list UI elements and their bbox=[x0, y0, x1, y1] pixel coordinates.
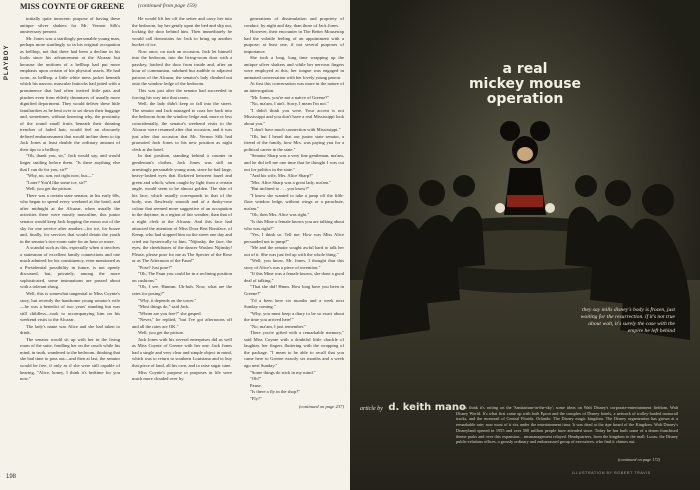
paragraph: "Fly?" bbox=[250, 395, 262, 401]
headline-line-1: a real bbox=[502, 61, 548, 77]
mouse-ear-right bbox=[530, 121, 550, 141]
paragraph: Jack Jones with his several enterprises did as well as Miss Coynte of Greene with her one: Jack Jones had a single and very clear and simple object in mind, which was to return to southern Louisiana and to buy that piece of land, all his own, and to raise sugar cane. bbox=[132, 336, 232, 368]
text-column-3 bbox=[244, 16, 344, 478]
paragraph: This was just after the senator had succeeded in forcing his way into that room. bbox=[132, 88, 232, 100]
story-title: MISS COYNTE OF GREENE bbox=[20, 2, 125, 11]
headline-line-2: mickey mouse bbox=[468, 76, 582, 92]
paragraph: "Is this Mine a female knows you are talking about who was right?" bbox=[244, 218, 344, 231]
paragraph: "Never," he replied, "but I've got afternoons off and all the rates are OK." bbox=[132, 317, 232, 329]
paragraph: "Why, no, son, not right now, but—" bbox=[26, 173, 94, 179]
paragraph: In that position, standing behind a counter in gentleman's clothes, Jack Jones was still an arrestingly personable young man, since he had large, heavy-lashed eyes that flickered between hazel and green and which, when caught by light from a certain angle, would seem to be almost golden. The skin of his face, which usually corresponds to that of the body, was flawlessly smooth and of a dusky-rose colour that seemed more suggestive of an occupation in the daytime, in a region of fair weather, than that of a night clerk at the Alcazar. And this face had attracted the attention of Miss Dora Bert Boniface, of Kemp, who had stopped him on the street one day and cried out hysterically to him, "Nijinsky, the face, the eyes, the cheekbones of the dancer Waslaw Nijinsky! Please, please pose for me as The Specter of the Rose or as The Afternoon of the Faun!" bbox=[132, 153, 232, 264]
paragraph: "Oh, The Faun you could be in a reclining position on cushions." bbox=[132, 271, 232, 283]
text-column-2 bbox=[132, 16, 232, 478]
paragraph: "Senator Sharp was a very fine gentleman, ma'am, and he did tell me one time that he thought I was cut out for politics in the state." bbox=[244, 153, 344, 172]
paragraph: "I know she wanted to take a jump off the fifth-floor window ledge, without wings or a parachute, ma'am." bbox=[244, 192, 344, 211]
byline-by: by bbox=[377, 406, 383, 412]
paragraph: There you're gifted with a remarkable memory," said Miss Coynte with a doubtful little chuckle of laughter, her fingers fluttering with the wrapping of the package. "I mean to be able to recall that you came here to Greene exactly six months and a week ago next Sunday." bbox=[244, 330, 344, 368]
deck-blurb: they say mills disney's body is frozen, just waiting for the resurrection. if it's not true about walt, it's surely the case with the empire he left behind bbox=[580, 307, 675, 334]
paragraph: generations of dissimulation and propriety of conduct, by night and day, than those of Jack Jones. bbox=[244, 16, 344, 28]
mouse-hand-right bbox=[545, 203, 555, 213]
mouse-hand-left bbox=[495, 203, 505, 213]
paragraph: "Why, you must keep a diary to be so exact about the time you arrived here!" bbox=[244, 310, 344, 323]
paragraph: Now once, on such an occasion, Jack let himself into the bedroom, into the living-room door with a passkey, latched the door from inside and, after an hour of communion, subdued but audible to adjacent patrons of the Alcazar, the senator's lady climbed out onto the window ledge of the bedroom. bbox=[132, 48, 232, 87]
paragraph: Well, the lady didn't keep or fall into the street. The senator and Jack managed to coax her back into the bedroom from the window ledge and, more or less coincidentally, the senator's weekend visits to the Alcazar were resumed after that occasion, and it was just after that occasion that Mr. Vernon Silk had promoted Jack Jones to his new position as night clerk at the hotel. bbox=[132, 101, 232, 152]
page-number: 198 bbox=[6, 474, 17, 480]
byline-label: article bbox=[360, 406, 376, 412]
paragraph: "Some things do stick in my mind." bbox=[250, 369, 316, 375]
mouse-face bbox=[517, 147, 533, 161]
intro-text: A few think it's rotting on the 'Sanitarium-in-the-sky'; some ideas on Walt Disney's corporate-entertainment fiefdom, Walt Disney World. It's what first came up with both Epcot and the complex of Disney hotels, a network of trolley-loaded monorail tracks, and the monorail of Central Florida. Orlando: The Disney magic kingdom. The Disney organization has grown at a remarkable rate; now most of it sits under the entertainment tiara. It was dead at the ripe hoard of the Kingdom. Walt Disney's Disneyland opened in 1955 and over 500 million people have attended since. Today he has built some of a dozen franchised theme parks and over this expansion... mismanagement relayed. Headquarters, from the kingdom to the mall. Lucas, the Disney public-relations offices, a grossly ordinary and embarrassed group of executives, who find it chimes out. bbox=[456, 405, 678, 445]
section-tab bbox=[3, 22, 12, 82]
paragraph: "Pose? Just pose?" bbox=[138, 264, 173, 270]
headline-line-3: operation bbox=[486, 91, 564, 107]
mouse-body bbox=[504, 168, 546, 215]
running-head bbox=[0, 2, 350, 14]
continued-from: (continued from page 159) bbox=[138, 3, 197, 9]
paragraph: "Whom are you free?" she gasped. bbox=[138, 310, 202, 316]
paragraph: "Oh?" bbox=[250, 376, 262, 382]
paragraph: "I didn't think you were. Your accent is not Mississippi and you don't have a real Mississippi look about you." bbox=[244, 107, 344, 126]
paragraph: "Most things do," said Jack. bbox=[138, 304, 190, 310]
text-column-1 bbox=[20, 16, 120, 478]
paragraph: "If this Mine was a female knows, she done a good deal of talking." bbox=[244, 271, 344, 283]
paragraph: Well, you get the picture. bbox=[138, 330, 185, 336]
paragraph: Mr. Jones was a startlingly personable young man, perhaps more startlingly so in his original occupation as bellhop, not that there had been a decline in his looks since his advancement at the Alcazar but because the uniform of a bellhop had put more emphasis upon certain of his physical assets. He had worn, as bellhop, a little white mess jacket beneath which his narrow, muscular buttocks had jutted with a prominence that had often invited little pats and pinches even from elderly drummers of usually more dignified deportment. They would deliver these little familiarities as he bent over to set down their baggage and, sometimes, without knowing why, the proximity of the round small fruits beneath their thinning trenches of faded hair, would feel an obscurely defined embarrassment that would incline them to tip Jack Jones at least double the ordinary amount of their tips to a bellboy. bbox=[20, 35, 120, 152]
paragraph: "I don't have much connection with Mississippi." bbox=[250, 127, 341, 133]
paragraph: "Why, it depends on the tower." bbox=[138, 297, 197, 303]
paragraph: The lady's name was Alice and she had taken to drink. bbox=[20, 323, 120, 336]
paragraph: "I'd a been here six months and a week next Sunday coming." bbox=[244, 297, 344, 310]
paragraph: "Oh, thank you, sir," Jack would say, and would linger smiling before them. "Is there anything else that I can do for you, sir?" bbox=[20, 153, 120, 172]
mouse-ear-left bbox=[500, 121, 520, 141]
paragraph: Pause. bbox=[250, 382, 262, 388]
paragraph: "Me and the senator sought awful hard to talk her out of it. She was just fed up with the whole thing." bbox=[244, 245, 344, 257]
paragraph: "But inclined to . . . you know?" bbox=[250, 186, 310, 192]
paragraph: She took a long, long time wrapping up the antique silver shakers and while her nervous fingers were employed at this, her tongue was engaged in animated conversation with her lovely young patron. bbox=[244, 55, 344, 80]
paragraph: The senator would sit up with her in the living room of the suite, fondling her on the couch while his mind, in truth, wandered to the bedroom, thinking that she had time to pass out—and then at last, the senator would be free, if only as if she were still capable of hearing, "Alice, honey, I think it's bedtime for you now." bbox=[20, 336, 120, 382]
continued-on: (continued on page 237) bbox=[298, 404, 344, 410]
paragraph: Miss Coynte's purpose or purposes in life were much more clouded over by bbox=[132, 369, 232, 382]
paragraph: There was a certain state senator, in his early 60s, who began to spend every weekend at the hotel, and after midnight at the Alcazar, when usually the activities there were mostly masculine, this junior senator would keep Jack hopping the moon out of the sky for one service after another—for ice, for booze and, finally, for services that would detain the youth in the senator's two-room suite for an hour or more. bbox=[20, 192, 120, 244]
paragraph: "Later? You'd like some ice, sir?" bbox=[26, 179, 88, 185]
paragraph: "Mr. Jones, you're not a native of Greene?" bbox=[250, 94, 330, 100]
paragraph: "Yes, I think so. Tell me: How was Miss Alice persuaded not to jump?" bbox=[244, 232, 344, 244]
mouse-shorts bbox=[507, 195, 543, 207]
paragraph: "No, ma'am, I just remember." bbox=[250, 323, 306, 329]
paragraph: Well, this is somewhat tangential to Miss Coynte's story, but recently the handsome young senator's wife—he was a benedict of two years' standing but was still childless—took to accompanying him on his weekend visits to the Alcazar. bbox=[20, 290, 120, 323]
paragraph: He would lift her off the settee and carry her into the bedroom, lay her gently upon the bed and slip out, locking the door behind him. Then immediately he would call downstairs for Jack to bring up another bucket of ice. bbox=[132, 16, 232, 48]
paragraph: However, their encounter in The Better Mousetrap had the volatile feeling of an appointment with a purpose; at least one, if not several purposes of importance. bbox=[244, 29, 344, 54]
paragraph: "No, ma'am, I ain't. Sorry, I mean I'm not." bbox=[250, 101, 329, 107]
paragraph: At first this conversation was more in the nature of an interrogation. bbox=[244, 81, 344, 94]
right-page bbox=[350, 0, 700, 490]
paragraph: "Mrs. Alice Sharp was a great lady, ma'am." bbox=[250, 179, 332, 185]
illustration-credit: ILLUSTRATION BY ROBERT TRAVIS bbox=[572, 471, 651, 475]
section-tab-label: PLAYBOY bbox=[4, 44, 10, 80]
paragraph: A scandal such as this, especially when it involves a statesman of excellent family connections and one much admired for his constituency, even mentioned as a Presidential possibility in future, is not openly discussed, but, privately, among the more sophisticated, some insinuations are passed about with a tolerant shrug. bbox=[20, 245, 120, 290]
paragraph: initially quite innocent: purpose of having these antique silver shakers for Mr. Vernon Silk's anniversary present. bbox=[20, 16, 120, 35]
paragraph: "Oh, but I heard that our junior state senator, a friend of the family, how Mrs. was paying you for a political career in the state." bbox=[244, 133, 344, 152]
headline bbox=[350, 62, 700, 107]
continued-on-right: (continued on page 172) bbox=[618, 457, 661, 462]
paragraph: "Oh, I see. Hmmm. Uh-huh. Now, what are the rates for posing?" bbox=[132, 284, 232, 296]
paragraph: Well, you get the picture. bbox=[26, 186, 73, 192]
paragraph: "That she did! Hmm. How long have you been in Greene?" bbox=[244, 284, 344, 296]
paragraph: "Oh, then Mrs. Alice was right." bbox=[250, 212, 310, 218]
paragraph: "Is there a fly in the shop?" bbox=[250, 389, 301, 395]
paragraph: "Well, you know, Mr. Jones, I thought that this story of Alice's was a piece of invention." bbox=[244, 258, 344, 270]
author-name: d. keith mano bbox=[388, 402, 466, 413]
paragraph: "And his wife, Mrs. Alice Sharp?" bbox=[250, 173, 314, 179]
